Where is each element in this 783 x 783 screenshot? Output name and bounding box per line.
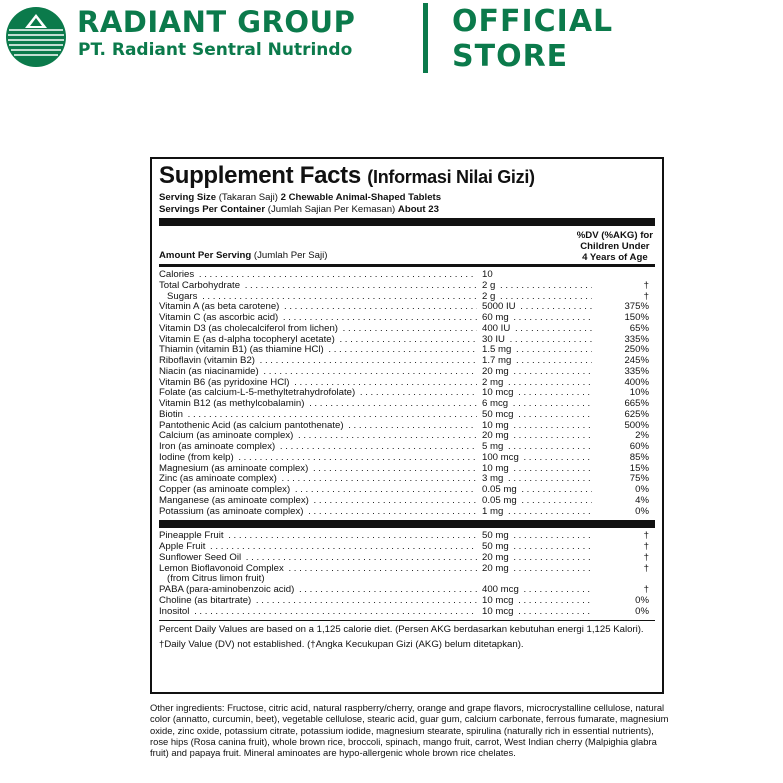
official-store-label xyxy=(452,4,613,74)
nutrient-dv: 150% xyxy=(624,313,649,323)
nutrient-name: Total Carbohydrate xyxy=(159,280,241,291)
nutrient-row xyxy=(159,270,655,281)
thick-rule-2 xyxy=(159,520,655,528)
servings-line xyxy=(159,204,655,216)
nutrient-row xyxy=(159,464,655,475)
nutrient-name: Iron (as aminoate complex) xyxy=(159,442,276,452)
serving-size-value: 2 Chewable Animal-Shaped Tablets xyxy=(280,192,442,203)
nutrient-amount: 6 mcg xyxy=(482,399,509,409)
footnote-1: Percent Daily Values are based on a 1,125 calorie diet. (Persen AKG berdasarkan kebutuhan energi 1,125 Kalori). xyxy=(159,624,644,636)
nutrient-name: Manganese (as aminoate complex) xyxy=(159,495,309,506)
nutrient-amount: 400 mcg xyxy=(482,585,519,595)
brand-name: RADIANT GROUP xyxy=(77,5,356,39)
header-divider xyxy=(423,3,428,73)
nutrient-row xyxy=(159,585,655,596)
servings-label: Servings Per Container xyxy=(159,203,266,215)
nutrient-row xyxy=(159,607,655,618)
nutrient-dv: 0% xyxy=(635,506,649,517)
nutrient-name: Magnesium (as aminoate complex) xyxy=(159,463,309,474)
nutrient-name: Vitamin D3 (as cholecalciferol from lichen) xyxy=(159,323,338,334)
nutrient-row xyxy=(159,553,655,564)
nutrient-dv: 75% xyxy=(629,474,649,485)
nutrient-row xyxy=(159,431,655,442)
servings-id: (Jumlah Sajian Per Kemasan) xyxy=(267,203,396,215)
nutrient-row xyxy=(159,388,655,399)
nutrient-dv: † xyxy=(643,280,649,291)
nutrient-row xyxy=(159,356,655,367)
nutrient-name: Choline (as bitartrate) xyxy=(159,595,252,606)
nutrient-row xyxy=(159,496,655,507)
nutrient-amount: 0.05 mg xyxy=(482,495,517,506)
dv-header-line-1: %DV (%AKG) for xyxy=(576,230,653,241)
nutrient-row xyxy=(159,574,655,585)
nutrient-amount: 400 IU xyxy=(482,323,511,334)
nutrient-row xyxy=(159,399,655,410)
nutrient-dv: 0% xyxy=(635,485,649,495)
nutrient-amount: 100 mcg xyxy=(482,452,519,463)
nutrient-name: Pineapple Fruit xyxy=(159,531,224,542)
nutrient-dv: † xyxy=(643,563,649,574)
nutrient-amount: 20 mg xyxy=(482,552,509,563)
nutrient-name: Calories xyxy=(159,270,195,280)
nutrient-row xyxy=(159,485,655,496)
nutrient-name: PABA (para-aminobenzoic acid) xyxy=(159,585,295,595)
dv-header-line-2: Children Under xyxy=(580,241,650,252)
nutrient-dv: 15% xyxy=(629,463,649,474)
amount-label-id: (Jumlah Per Saji) xyxy=(253,250,328,261)
nutrient-name: Riboflavin (vitamin B2) xyxy=(159,356,255,366)
nutrient-dv: 0% xyxy=(635,595,649,606)
serving-size-label: Serving Size xyxy=(159,192,217,203)
nutrient-amount: 50 mg xyxy=(482,531,509,542)
nutrient-name: (from Citrus limon fruit) xyxy=(159,574,267,584)
nutrient-row xyxy=(159,410,655,421)
nutrient-amount: 10 mg xyxy=(482,463,509,474)
nutrient-name: Zinc (as aminoate complex) xyxy=(159,474,277,485)
nutrient-row xyxy=(159,281,655,292)
nutrient-name: Apple Fruit xyxy=(159,542,206,552)
footnotes xyxy=(159,621,655,651)
nutrient-dv: 500% xyxy=(624,420,649,431)
store-header xyxy=(0,0,783,80)
nutrient-amount: 2 mg xyxy=(482,377,504,388)
dv-header xyxy=(577,230,653,263)
other-ingredients: Other ingredients: Fructose, citric acid, natural raspberry/cherry, orange and grape flavors, microcrystalline cellulose, natural color (annatto, curcumin, beet), vegetable cellulose, stearic acid, guar gum, calcium carbonate, ferrous fumarate, magnesium oxide, zinc oxide, potassium citrate, potassium iodide, magnesium stearate, spirulina (naturally rich in essential nutrients), rose hips (Rosa canina fruit), whole brown rice, broccoli, spinach, mango fruit, carrot, West Indian cherry (Malpighia glabra fruit) and papaya fruit. Mineral aminoates are hypo-allergenic whole brown rice chelates. xyxy=(150,702,669,759)
nutrient-dv: † xyxy=(643,585,649,595)
nutrient-dv: 0% xyxy=(635,606,649,617)
company-name: PT. Radiant Sentral Nutrindo xyxy=(78,40,353,60)
nutrient-name: Folate (as calcium-L-5-methyltetrahydrofolate) xyxy=(159,388,356,399)
nutrient-name: Inositol xyxy=(159,606,190,617)
nutrient-row xyxy=(159,324,655,335)
amount-header xyxy=(159,226,655,264)
supplement-facts-panel xyxy=(150,157,664,694)
store-line-1: OFFICIAL xyxy=(452,4,614,39)
nutrient-dv: 2% xyxy=(635,431,649,442)
nutrient-dv: † xyxy=(643,552,649,563)
amount-label xyxy=(159,250,327,261)
nutrient-amount: 60 mg xyxy=(482,313,509,323)
nutrient-row xyxy=(159,378,655,389)
nutrient-amount: 20 mg xyxy=(482,431,509,442)
nutrient-amount: 5000 IU xyxy=(482,302,516,313)
nutrient-dv: 65% xyxy=(629,323,649,334)
nutrient-dv: 375% xyxy=(624,302,649,313)
nutrient-row xyxy=(159,335,655,346)
nutrient-dv: † xyxy=(643,291,649,302)
nutrient-name: Vitamin C (as ascorbic acid) xyxy=(159,313,279,323)
medium-rule xyxy=(159,264,655,267)
nutrient-row xyxy=(159,507,655,518)
nutrient-amount: 30 IU xyxy=(482,334,505,345)
nutrient-amount: 20 mg xyxy=(482,563,509,574)
footnote-2: †Daily Value (DV) not established. (†Angka Kecukupan Gizi (AKG) belum ditetapkan). xyxy=(159,639,524,651)
nutrient-row xyxy=(159,453,655,464)
nutrient-dv: 335% xyxy=(624,334,649,345)
nutrient-row xyxy=(159,531,655,542)
nutrient-amount: 50 mcg xyxy=(482,409,514,420)
nutrient-name: Lemon Bioflavonoid Complex xyxy=(159,563,284,574)
serving-size-id: (Takaran Saji) xyxy=(218,192,278,203)
other-list xyxy=(159,531,655,617)
nutrient-row xyxy=(159,367,655,378)
nutrient-amount: 1.5 mg xyxy=(482,345,512,356)
nutrient-dv: † xyxy=(643,531,649,542)
nutrient-row xyxy=(159,421,655,432)
nutrient-name: Sugars xyxy=(159,292,199,302)
store-line-2: STORE xyxy=(452,39,569,74)
nutrient-amount: 2 g xyxy=(482,280,496,291)
globe-logo-icon xyxy=(5,6,67,68)
nutrient-dv: 335% xyxy=(624,366,649,377)
nutrient-amount: 20 mg xyxy=(482,366,509,377)
nutrient-name: Vitamin B6 (as pyridoxine HCl) xyxy=(159,377,290,388)
nutrient-name: Niacin (as niacinamide) xyxy=(159,366,259,377)
nutrient-amount: 10 xyxy=(482,270,493,280)
dv-header-line-3: 4 Years of Age xyxy=(582,252,648,263)
nutrient-dv: 60% xyxy=(629,442,649,452)
nutrient-amount: 10 mcg xyxy=(482,606,514,617)
nutrient-name: Iodine (from kelp) xyxy=(159,452,234,463)
title-main: Supplement Facts xyxy=(159,162,361,189)
nutrient-name: Thiamin (vitamin B1) (as thiamine HCl) xyxy=(159,345,324,356)
nutrient-row xyxy=(159,313,655,324)
nutrient-amount: 50 mg xyxy=(482,542,509,552)
nutrient-dv: 250% xyxy=(624,345,649,356)
nutrient-amount: 1 mg xyxy=(482,506,504,517)
nutrient-name: Biotin xyxy=(159,409,183,420)
nutrient-row xyxy=(159,596,655,607)
nutrient-row xyxy=(159,474,655,485)
nutrient-amount: 3 mg xyxy=(482,474,504,485)
nutrient-name: Calcium (as aminoate complex) xyxy=(159,431,294,442)
nutrient-dv: 245% xyxy=(624,356,649,366)
nutrient-name: Vitamin B12 (as methylcobalamin) xyxy=(159,399,305,409)
panel-title xyxy=(159,161,655,192)
nutrient-name: Copper (as aminoate complex) xyxy=(159,485,291,495)
nutrient-amount: 1.7 mg xyxy=(482,356,512,366)
nutrient-row xyxy=(159,345,655,356)
nutrient-list xyxy=(159,270,655,517)
nutrient-dv: † xyxy=(643,542,649,552)
nutrient-amount: 10 mcg xyxy=(482,388,514,399)
nutrient-row xyxy=(159,542,655,553)
nutrient-dv: 10% xyxy=(629,388,649,399)
nutrient-amount: 10 mg xyxy=(482,420,509,431)
nutrient-name: Pantothenic Acid (as calcium pantothenate) xyxy=(159,420,344,431)
amount-label-en: Amount Per Serving xyxy=(159,250,252,261)
nutrient-row xyxy=(159,302,655,313)
title-sub: (Informasi Nilai Gizi) xyxy=(367,167,535,187)
nutrient-name: Vitamin E (as d-alpha tocopheryl acetate) xyxy=(159,334,335,345)
nutrient-name: Vitamin A (as beta carotene) xyxy=(159,302,280,313)
thick-rule xyxy=(159,218,655,226)
nutrient-amount: 2 g xyxy=(482,291,496,302)
nutrient-amount: 0.05 mg xyxy=(482,485,517,495)
nutrient-name: Potassium (as aminoate complex) xyxy=(159,506,304,517)
nutrient-dv: 625% xyxy=(624,409,649,420)
nutrient-dv: 4% xyxy=(635,495,649,506)
servings-value: About 23 xyxy=(397,203,439,215)
nutrient-dv: 85% xyxy=(629,452,649,463)
nutrient-dv: 400% xyxy=(624,377,649,388)
nutrient-row xyxy=(159,564,655,575)
serving-size-line xyxy=(159,192,655,204)
nutrient-dv: 665% xyxy=(624,399,649,409)
nutrient-name: Sunflower Seed Oil xyxy=(159,552,242,563)
nutrient-amount: 10 mcg xyxy=(482,595,514,606)
nutrient-row xyxy=(159,292,655,303)
nutrient-row xyxy=(159,442,655,453)
nutrient-amount: 5 mg xyxy=(482,442,504,452)
